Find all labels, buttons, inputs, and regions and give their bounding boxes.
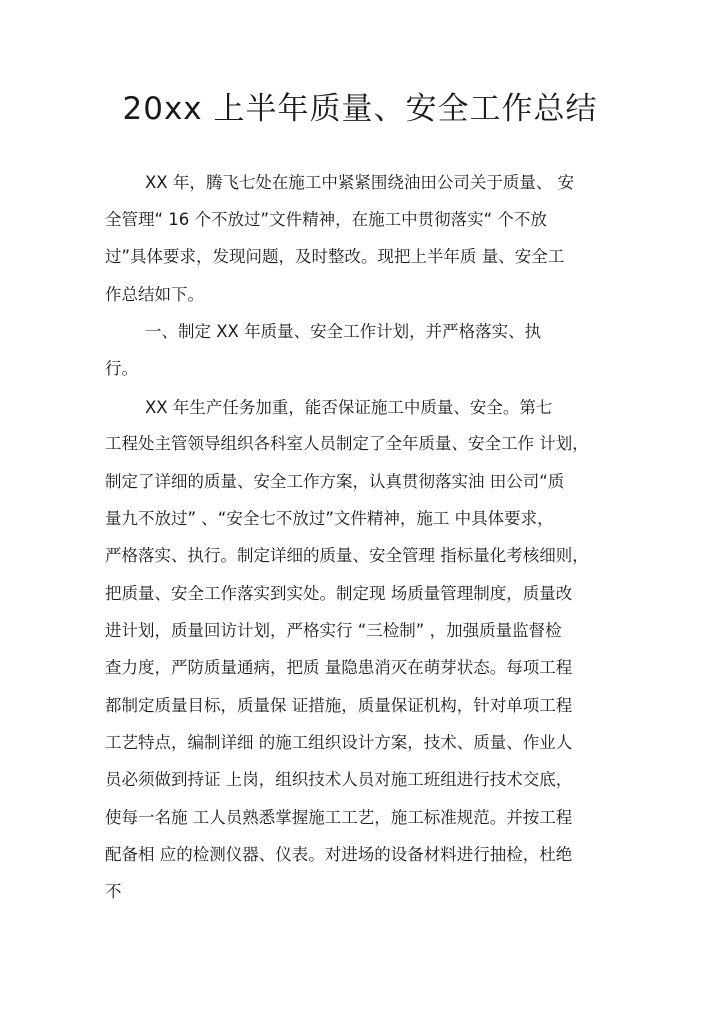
paragraph-2-line-12: 使每一名施 工人员熟悉掌握施工工艺，施工标准规范。并按工程 [105, 808, 573, 827]
paragraph-2-line-7: 进计划，质量回访计划，严格实行 “三检制” ，加强质量监督检 [105, 621, 562, 640]
paragraph-2-line-4: 量九不放过” 、“安全七不放过”文件精神，施工 中具体要求， [105, 509, 554, 528]
paragraph-2-line-13: 配备相 应的检测仪器、仪表。对进场的设备材料进行抽检，杜绝 [105, 845, 573, 864]
paragraph-2-line-6: 把质量、安全工作落实到实处。制定现 场质量管理制度，质量改 [105, 584, 573, 603]
paragraph-2-line-1: XX 年生产任务加重，能否保证施工中质量、安全。第七 [145, 398, 553, 417]
paragraph-1-line-4: 作总结如下。 [105, 285, 204, 304]
paragraph-1-line-3: 过”具体要求，发现问题，及时整改。现把上半年质 量、安全工 [105, 247, 565, 266]
paragraph-2-line-9: 都制定质量目标，质量保 证措施，质量保证机构，针对单项工程 [105, 696, 573, 715]
section-heading-line-1: 一、制定 XX 年质量、安全工作计划，并严格落实、执 [145, 322, 542, 341]
paragraph-1-line-1: XX 年，腾飞七处在施工中紧紧围绕油田公司关于质量、 安 [145, 173, 575, 192]
paragraph-2-line-3: 制定了详细的质量、安全工作方案，认真贯彻落实油 田公司“质 [105, 472, 565, 491]
paragraph-2-line-14: 不 [105, 882, 122, 901]
paragraph-2-line-11: 员必须做到持证 上岗，组织技术人员对施工班组进行技术交底， [105, 770, 573, 789]
paragraph-2-line-5: 严格落实、执行。制定详细的质量、安全管理 指标量化考核细则， [105, 546, 589, 565]
paragraph-2-line-2: 工程处主管领导组织各科室人员制定了全年质量、安全工作 计划， [105, 434, 589, 453]
paragraph-2-line-10: 工艺特点，编制详细 的施工组织设计方案，技术、质量、作业人 [105, 733, 573, 752]
paragraph-2-line-8: 查力度，严防质量通病，把质 量隐患消灭在萌芽状态。每项工程 [105, 658, 573, 677]
section-heading-line-2: 行。 [105, 359, 138, 378]
paragraph-1-line-2: 全管理“ 16 个不放过”文件精神，在施工中贯彻落实“ 个不放 [105, 210, 547, 229]
document-title: 20xx 上半年质量、安全工作总结 [122, 91, 598, 127]
